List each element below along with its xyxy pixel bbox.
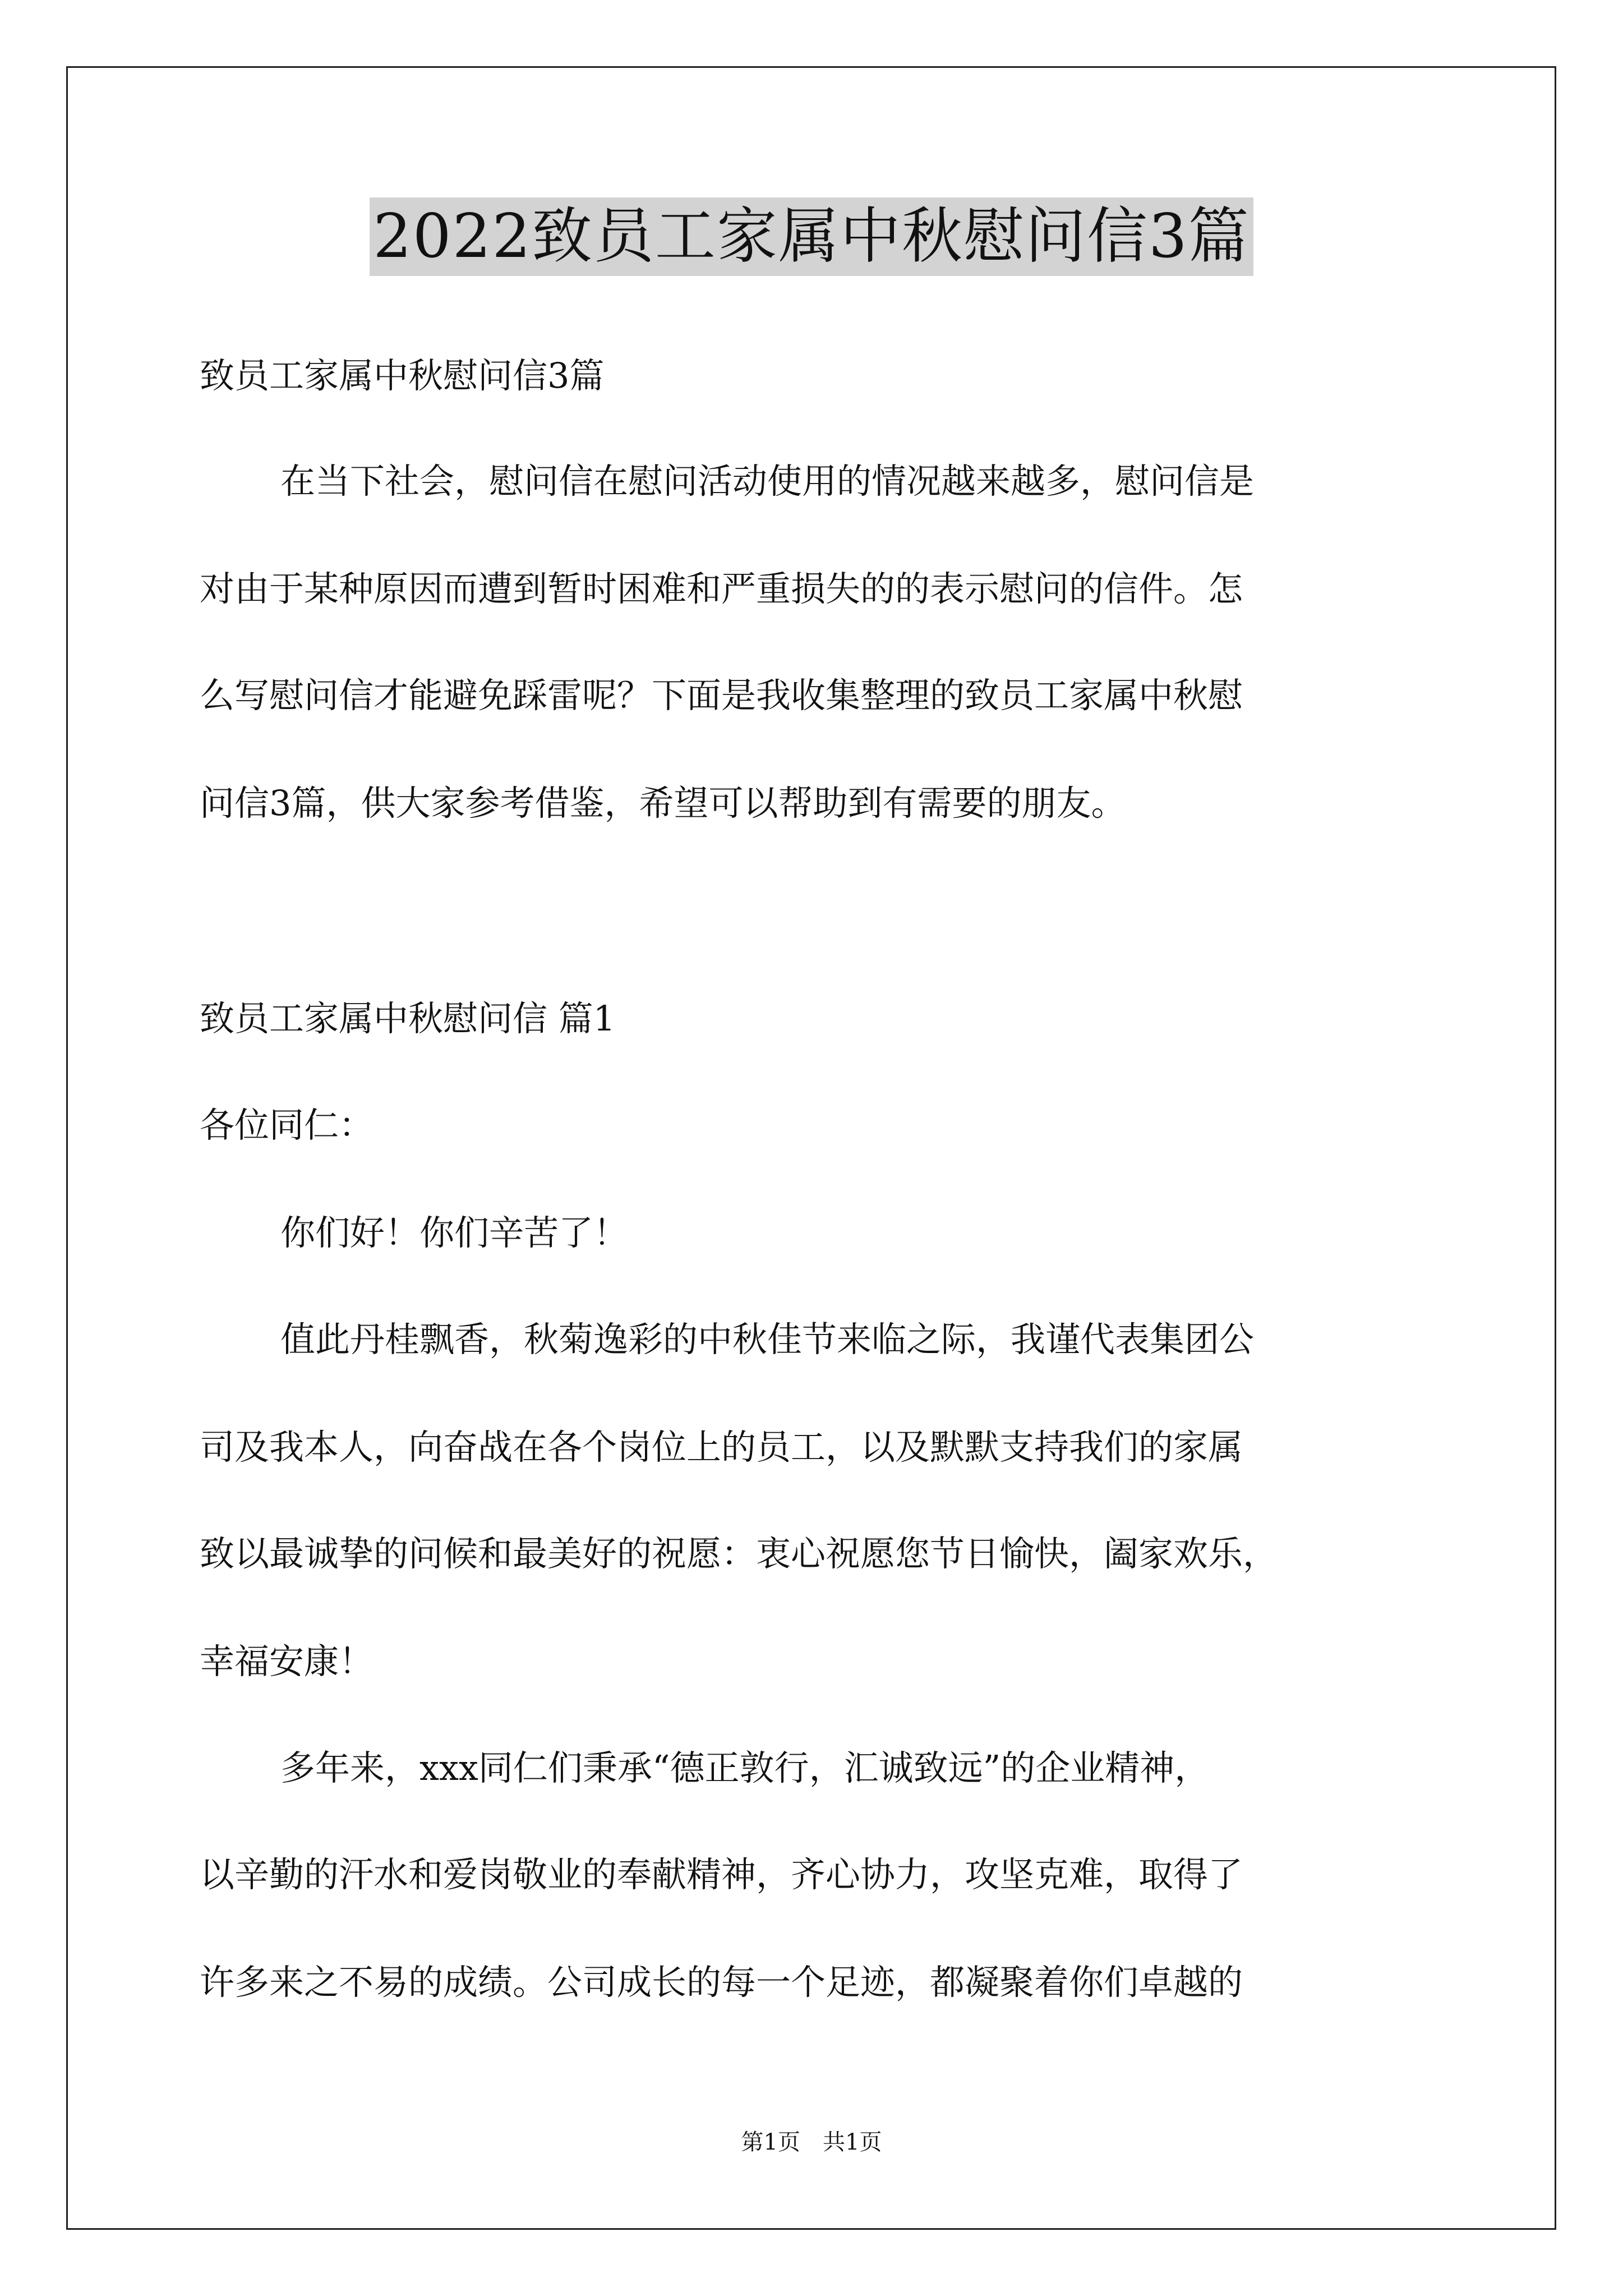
paragraph-line: 问信3篇，供大家参考借鉴，希望可以帮助到有需要的朋友。 [200, 783, 1126, 823]
subtitle-line: 致员工家属中秋慰问信3篇 [200, 355, 605, 396]
paragraph-line: 对由于某种原因而遭到暂时困难和严重损失的的表示慰问的信件。怎 [200, 568, 1243, 609]
section-heading: 致员工家属中秋慰问信 篇1 [200, 998, 616, 1039]
title-container [0, 197, 1623, 276]
paragraph-line: 值此丹桂飘香，秋菊逸彩的中秋佳节来临之际，我谨代表集团公 [280, 1319, 1255, 1360]
greeting-line: 你们好！你们辛苦了！ [280, 1212, 629, 1253]
paragraph-line: 在当下社会，慰问信在慰问活动使用的情况越来越多，慰问信是 [280, 461, 1255, 501]
document-title: 2022致员工家属中秋慰问信3篇 [370, 197, 1253, 276]
paragraph-line: 么写慰问信才能避免踩雷呢？下面是我收集整理的致员工家属中秋慰 [200, 675, 1243, 716]
paragraph-line: 许多来之不易的成绩。公司成长的每一个足迹，都凝聚着你们卓越的 [200, 1962, 1243, 2003]
paragraph-line: 司及我本人，向奋战在各个岗位上的员工，以及默默支持我们的家属 [200, 1427, 1243, 1467]
salutation-line: 各位同仁： [200, 1105, 374, 1145]
paragraph-line: 幸福安康！ [200, 1641, 374, 1682]
paragraph-line: 多年来，xxx同仁们秉承“德正敦行，汇诚致远”的企业精神， [280, 1747, 1210, 1788]
paragraph-line: 致以最诚挚的问候和最美好的祝愿：衷心祝愿您节日愉快，阖家欢乐， [200, 1533, 1278, 1574]
page-footer: 第1页 共1页 [741, 2129, 882, 2155]
paragraph-line: 以辛勤的汗水和爱岗敬业的奉献精神，齐心协力，攻坚克难，取得了 [200, 1854, 1243, 1895]
